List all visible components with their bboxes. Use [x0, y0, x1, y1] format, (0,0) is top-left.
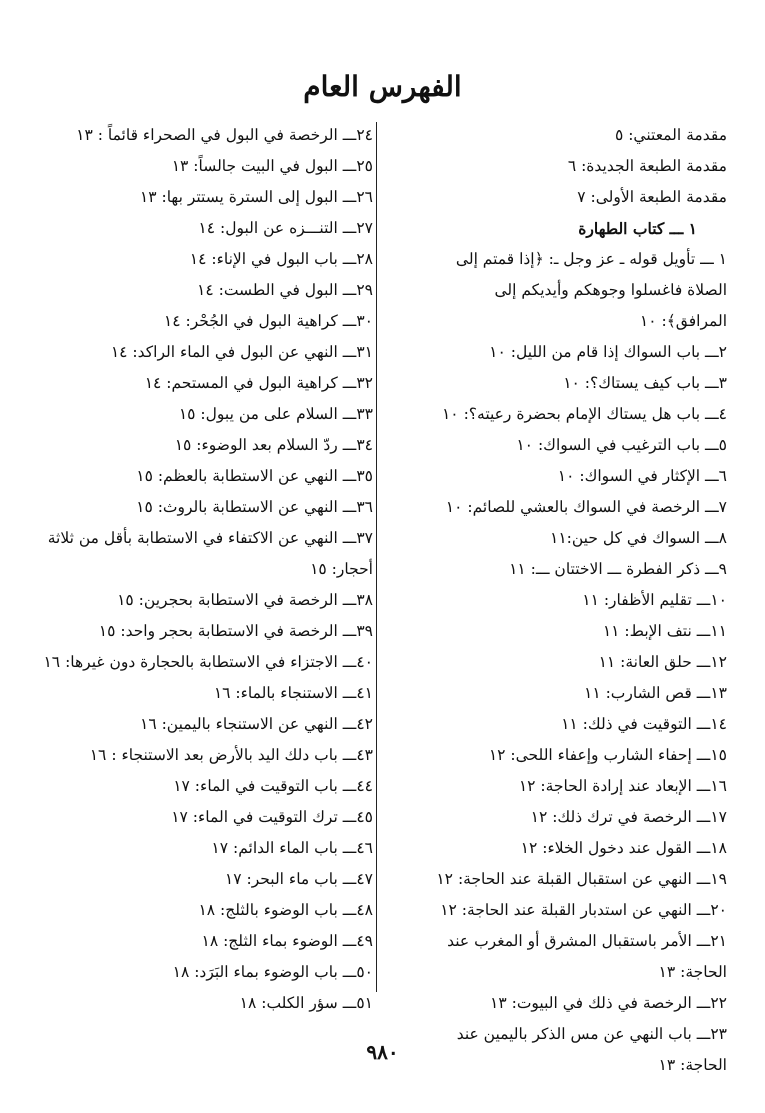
- index-entry: ٣٠ـــ كراهية البول في الجُحْر: ١٤: [163, 312, 373, 330]
- index-entry: ٣٢ـــ كراهية البول في المستحم: ١٤: [144, 374, 373, 392]
- index-entry: ٣٧ـــ النهي عن الاكتفاء في الاستطابة بأقل من ثلاثة أحجار: ١٥: [47, 529, 373, 578]
- index-entry: ٣٣ـــ السلام على من يبول: ١٥: [178, 405, 373, 423]
- index-entry: ١٧ـــ الرخصة في ترك ذلك: ١٢: [530, 808, 727, 826]
- index-entry: ١٦ـــ الإبعاد عند إرادة الحاجة: ١٢: [518, 777, 727, 795]
- index-entry: مقدمة الطبعة الجديدة: ٦: [567, 157, 727, 175]
- index-entry: ٤٩ـــ الوضوء بماء الثلج: ١٨: [201, 932, 373, 950]
- index-entry: ٤٥ـــ ترك التوقيت في الماء: ١٧: [171, 808, 373, 826]
- index-entry: ٣ـــ باب كيف يستاك؟: ١٠: [563, 374, 727, 392]
- index-entry: ٦ـــ الإكثار في السواك: ١٠: [557, 467, 727, 485]
- index-entry: مقدمة الطبعة الأولى: ٧: [577, 188, 727, 206]
- index-entry: ١٣ـــ قص الشارب: ١١: [584, 684, 727, 702]
- index-entry: ٢١ـــ الأمر باستقبال المشرق أو المغرب عند الحاجة: ١٣: [447, 932, 727, 981]
- index-entry: ٣٨ـــ الرخصة في الاستطابة بحجرين: ١٥: [117, 591, 373, 609]
- index-entry: ٤٠ـــ الاجتزاء في الاستطابة بالحجارة دون غيرها: ١٦: [43, 653, 373, 671]
- index-entry: ٢٤ـــ الرخصة في البول في الصحراء قائماً : ١٣: [76, 126, 373, 144]
- index-entry: ١٥ـــ إحفاء الشارب وإعفاء اللحى: ١٢: [488, 746, 727, 764]
- index-entry: ٢٦ـــ البول إلى السترة يستتر بها: ١٣: [139, 188, 373, 206]
- index-column-right: [427, 120, 727, 1081]
- index-entry: ٣٩ـــ الرخصة في الاستطابة بحجر واحد: ١٥: [98, 622, 373, 640]
- index-entry: ١٠ـــ تقليم الأظفار: ١١: [582, 591, 727, 609]
- index-entry: ٢٥ـــ البول في البيت جالساً: ١٣: [171, 157, 373, 175]
- index-entry: ٤١ـــ الاستنجاء بالماء: ١٦: [213, 684, 373, 702]
- index-section-heading: ١ ـــ كتاب الطهارة: [578, 219, 697, 238]
- index-entry: ٣١ـــ النهي عن البول في الماء الراكد: ١٤: [110, 343, 373, 361]
- index-entry: ٤٣ـــ باب دلك اليد بالأرض بعد الاستنجاء : ١٦: [89, 746, 373, 764]
- index-entry: ٢٧ـــ التنـــزه عن البول: ١٤: [198, 219, 373, 237]
- index-entry: ٩ـــ ذكر الفطرة ـــ الاختتان ـــ: ١١: [509, 560, 727, 578]
- index-entry: ٥١ـــ سؤر الكلب: ١٨: [239, 994, 373, 1012]
- page-number: ٩٨٠: [366, 1040, 399, 1064]
- index-entry: ٢٢ـــ الرخصة في ذلك في البيوت: ١٣: [490, 994, 727, 1012]
- index-entry: ٣٦ـــ النهي عن الاستطابة بالروث: ١٥: [136, 498, 373, 516]
- index-entry: ٤ـــ باب هل يستاك الإمام بحضرة رعيته؟: ١٠: [441, 405, 727, 423]
- index-entry: ٢٣ـــ باب النهي عن مس الذكر باليمين عند الحاجة: ١٣: [456, 1025, 727, 1074]
- index-entry: مقدمة المعتني: ٥: [614, 126, 727, 144]
- index-entry: ٣٥ـــ النهي عن الاستطابة بالعظم: ١٥: [136, 467, 373, 485]
- index-entry: ٤٧ـــ باب ماء البحر: ١٧: [224, 870, 373, 888]
- index-entry: ٥ـــ باب الترغيب في السواك: ١٠: [516, 436, 727, 454]
- index-entry: ٢ـــ باب السواك إذا قام من الليل: ١٠: [489, 343, 727, 361]
- index-entry: ٧ـــ الرخصة في السواك بالعشي للصائم: ١٠: [445, 498, 727, 516]
- index-entry: ٤٨ـــ باب الوضوء بالثلج: ١٨: [198, 901, 373, 919]
- page-title: الفهرس العام: [303, 70, 462, 103]
- index-entry: ٥٠ـــ باب الوضوء بماء البَرَد: ١٨: [172, 963, 373, 981]
- index-entry: ١٨ـــ القول عند دخول الخلاء: ١٢: [520, 839, 727, 857]
- column-divider: [376, 122, 377, 992]
- index-entry: ١٤ـــ التوقيت في ذلك: ١١: [561, 715, 727, 733]
- index-entry: ١١ـــ نتف الإبط: ١١: [602, 622, 727, 640]
- index-entry: ٤٤ـــ باب التوقيت في الماء: ١٧: [173, 777, 373, 795]
- index-entry: ٣٤ـــ ردّ السلام بعد الوضوء: ١٥: [174, 436, 373, 454]
- index-column-left: [28, 120, 373, 1019]
- index-entry: ٤٦ـــ باب الماء الدائم: ١٧: [211, 839, 373, 857]
- index-entry: ١٩ـــ النهي عن استقبال القبلة عند الحاجة: ١٢: [436, 870, 727, 888]
- index-entry: ٨ـــ السواك في كل حين:١١: [550, 529, 727, 547]
- index-entry: ٢٩ـــ البول في الطست: ١٤: [197, 281, 373, 299]
- index-entry: ٢٨ـــ باب البول في الإناء: ١٤: [189, 250, 373, 268]
- index-entry: ١ ـــ تأويل قوله ـ عز وجل ـ: ﴿إذا قمتم إلى الصلاة فاغسلوا وجوهكم وأيديكم إلى المرافق﴾: ١٠: [455, 250, 727, 330]
- index-entry: ٤٢ـــ النهي عن الاستنجاء باليمين: ١٦: [140, 715, 373, 733]
- index-entry: ١٢ـــ حلق العانة: ١١: [598, 653, 727, 671]
- index-entry: ٢٠ـــ النهي عن استدبار القبلة عند الحاجة: ١٢: [440, 901, 727, 919]
